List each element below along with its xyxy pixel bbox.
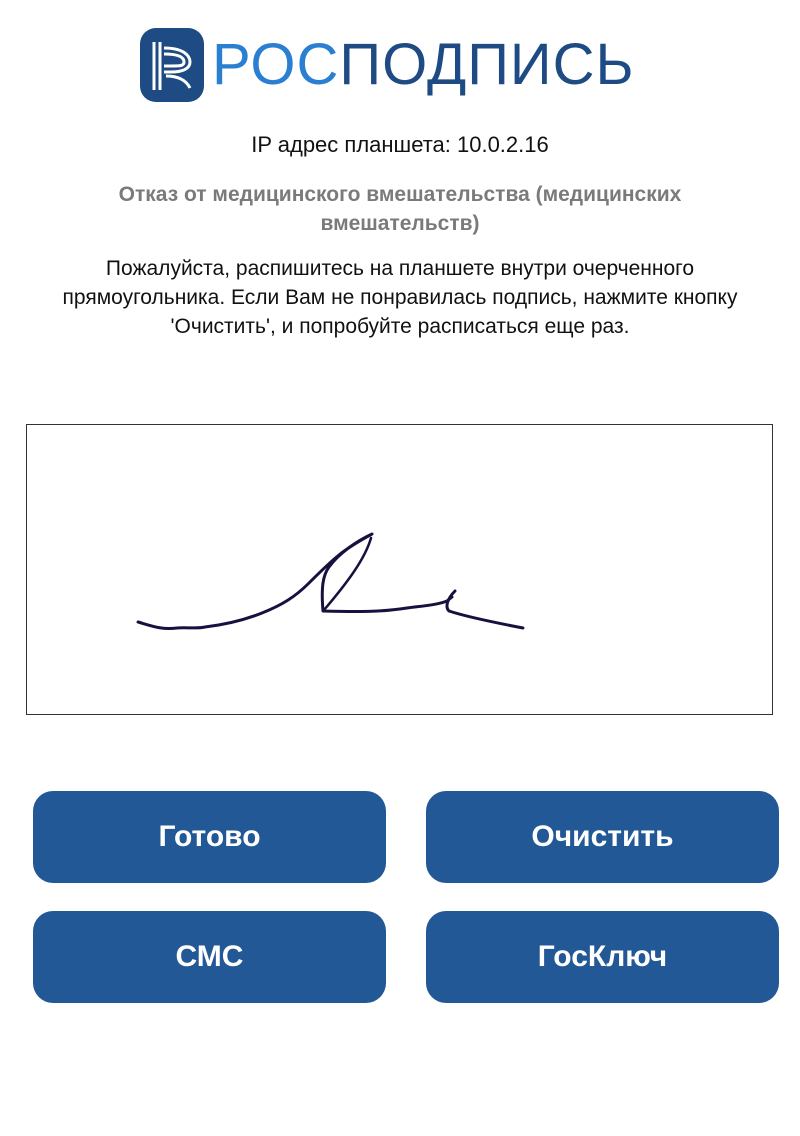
signing-instructions: Пожалуйста, распишитесь на планшете внутри очерченного прямоугольника. Если Вам не понравилась подпись, нажмите кнопку 'Очистить', и попробуйте расписаться еще раз.	[62, 257, 738, 338]
logo-text	[212, 28, 635, 102]
clear-button[interactable]: Очистить	[426, 791, 779, 883]
signature-pad[interactable]	[26, 424, 773, 715]
logo-text-podpis: ПОДПИСЬ	[339, 32, 635, 97]
tablet-ip-address: IP адрес планшета: 10.0.2.16	[251, 132, 549, 157]
sms-button[interactable]: СМС	[33, 911, 386, 1003]
document-title: Отказ от медицинского вмешательства (медицинских вмешательств)	[118, 183, 682, 235]
signature-stroke	[27, 425, 774, 716]
rospodpis-logo	[140, 26, 635, 104]
rospodpis-logo-icon	[140, 28, 204, 102]
goskey-button[interactable]: ГосКлюч	[426, 911, 779, 1003]
done-button[interactable]: Готово	[33, 791, 386, 883]
logo-text-ros: РОС	[212, 32, 340, 97]
